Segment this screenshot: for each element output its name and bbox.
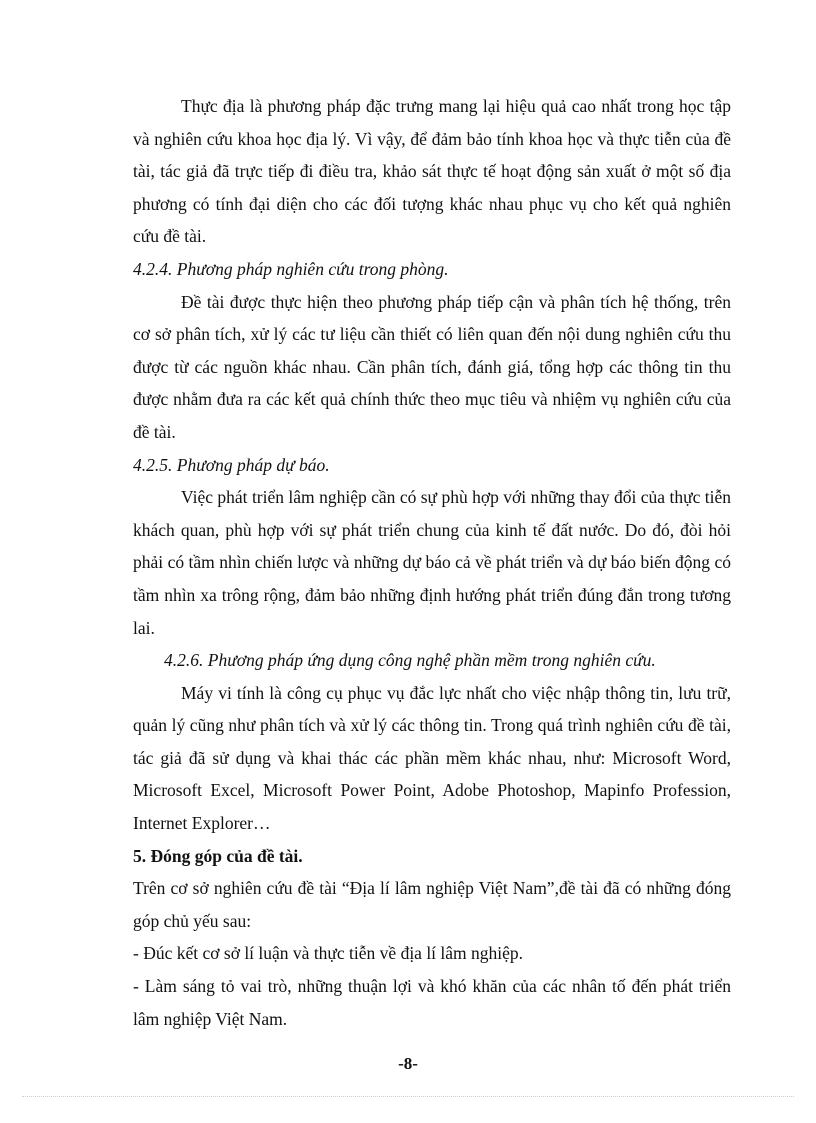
paragraph-software-method: Máy vi tính là công cụ phục vụ đắc lực nhất cho việc nhập thông tin, lưu trữ, quản lý cũng như phân tích và xử lý các thông tin. Trong quá trình nghiên cứu đề tài, tác giả đã sử dụng và khai thác các phần mềm khác nhau, như: Microsoft Word, Microsoft Excel, Microsoft Power Point, Adobe Photoshop, Mapinfo Profession, Internet Explorer… (133, 682, 731, 834)
list-item-contribution-1: - Đúc kết cơ sở lí luận và thực tiễn về địa lí lâm nghiệp. (133, 943, 524, 964)
heading-4-2-4: 4.2.4. Phương pháp nghiên cứu trong phòng. (133, 258, 449, 279)
paragraph-contributions-intro: Trên cơ sở nghiên cứu đề tài “Địa lí lâm nghiệp Việt Nam”,đề tài đã có những đóng góp chủ yếu sau: (133, 878, 731, 931)
heading-section-5: 5. Đóng góp của đề tài. (133, 845, 303, 866)
page-bottom-divider (22, 1096, 794, 1097)
page-content (133, 90, 731, 1035)
paragraph-forecast-method: Việc phát triển lâm nghiệp cần có sự phù hợp với những thay đổi của thực tiễn khách quan, phù hợp với sự phát triển chung của kinh tế đất nước. Do đó, đòi hỏi phải có tầm nhìn chiến lược và những dự báo cả về phát triển và dự báo biến động có tầm nhìn xa trông rộng, đảm bảo những định hướng phát triển đúng đắn trong tương lai. (133, 487, 731, 638)
page-number: -8- (398, 1054, 418, 1073)
heading-4-2-5: 4.2.5. Phương pháp dự báo. (133, 454, 330, 475)
paragraph-field-method: Thực địa là phương pháp đặc trưng mang lại hiệu quả cao nhất trong học tập và nghiên cứu khoa học địa lý. Vì vậy, để đảm bảo tính khoa học và thực tiễn của đề tài, tác giả đã trực tiếp đi điều tra, khảo sát thực tế hoạt động sản xuất ở một số địa phương có tính đại diện cho các đối tượng khác nhau phục vụ cho kết quả nghiên cứu đề tài. (133, 96, 731, 247)
list-item-contribution-2: - Làm sáng tỏ vai trò, những thuận lợi và khó khăn của các nhân tố đến phát triển lâm nghiệp Việt Nam. (133, 976, 731, 1029)
heading-4-2-6: 4.2.6. Phương pháp ứng dụng công nghệ phần mềm trong nghiên cứu. (164, 650, 656, 671)
paragraph-lab-method: Đề tài được thực hiện theo phương pháp tiếp cận và phân tích hệ thống, trên cơ sở phân tích, xử lý các tư liệu cần thiết có liên quan đến nội dung nghiên cứu thu được từ các nguồn khác nhau. Cần phân tích, đánh giá, tổng hợp các thông tin thu được nhằm đưa ra các kết quả chính thức theo mục tiêu và nhiệm vụ nghiên cứu của đề tài. (133, 291, 731, 442)
